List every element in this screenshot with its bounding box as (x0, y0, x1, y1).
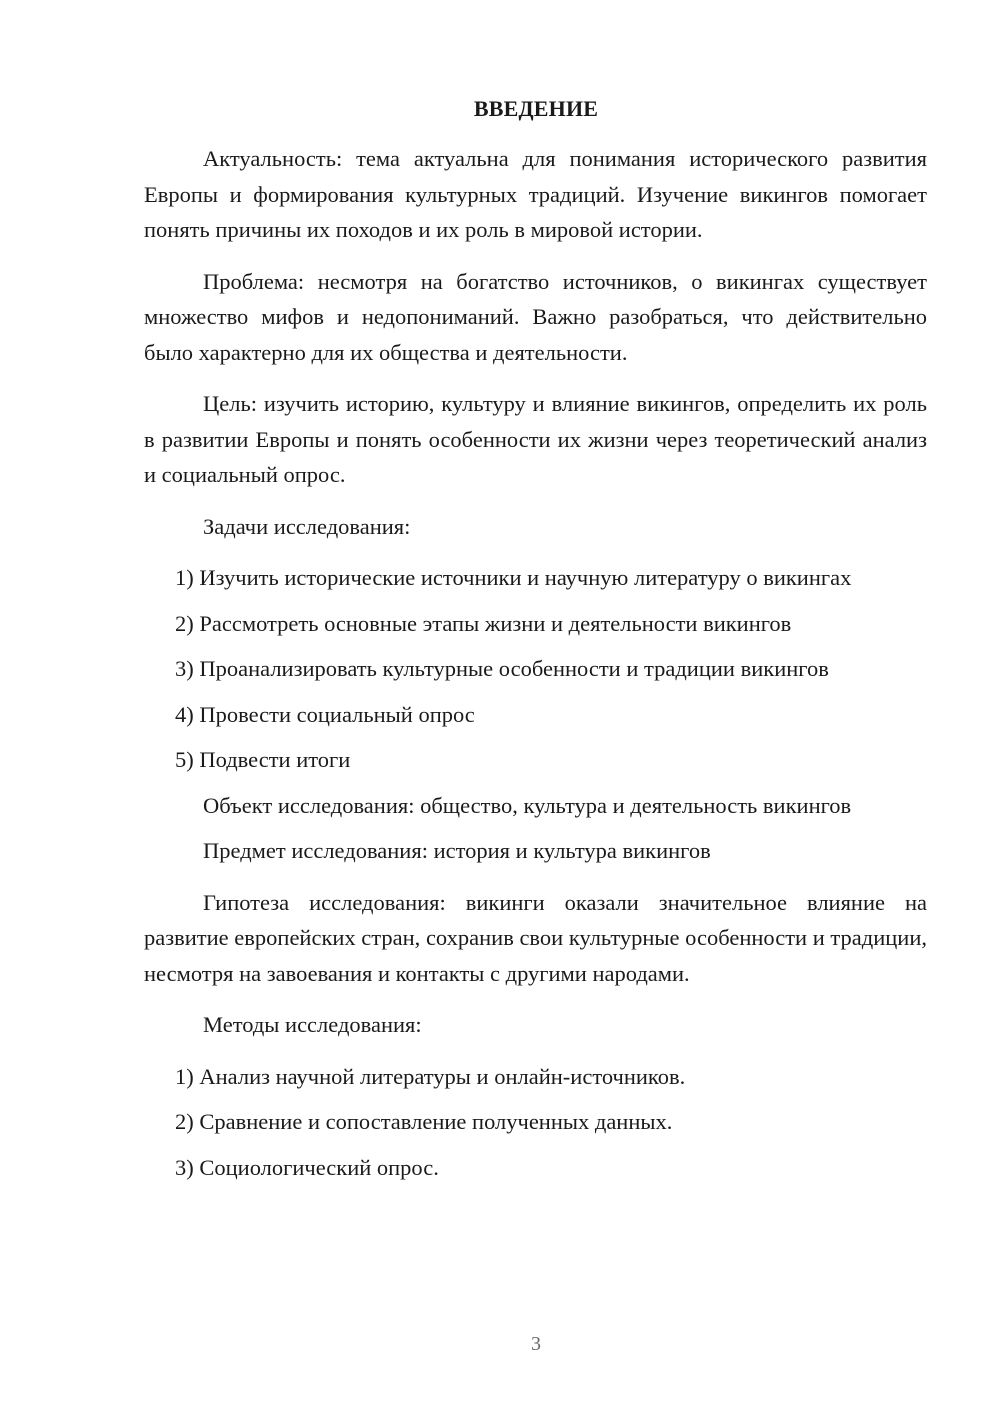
task-item: 4) Провести социальный опрос (175, 701, 475, 727)
hypothesis-paragraph: Гипотеза исследования: викинги оказали значительное влияние на развитие европейских стран, сохранив свои культурные особенности и традиции, несмотря на завоевания и контакты с другими народами. (144, 889, 927, 986)
method-item: 2) Сравнение и сопоставление полученных данных. (175, 1109, 673, 1134)
document-body (144, 141, 927, 1195)
goal-paragraph: Цель: изучить историю, культуру и влияние викингов, определить их роль в развитии Европы и понять особенности их жизни через теоретический анализ и социальный опрос. (144, 391, 927, 487)
task-item: 2) Рассмотреть основные этапы жизни и деятельности викингов (175, 610, 792, 636)
method-item: 3) Социологический опрос. (175, 1154, 439, 1180)
page-number: 3 (531, 1333, 541, 1355)
task-item: 1) Изучить исторические источники и научную литературу о викингах (175, 565, 852, 590)
task-item: 5) Подвести итоги (175, 747, 351, 772)
relevance-paragraph: Актуальность: тема актуальна для понимания исторического развития Европы и формирования культурных традиций. Изучение викингов помогает понять причины их походов и их роль в мировой истории. (144, 146, 927, 242)
page-title: ВВЕДЕНИЕ (473, 96, 599, 121)
problem-paragraph: Проблема: несмотря на богатство источников, о викингах существует множество мифов и недопониманий. Важно разобраться, что действительно было характерно для их общества и деятельности. (144, 268, 927, 365)
method-item: 1) Анализ научной литературы и онлайн-источников. (175, 1063, 686, 1089)
methods-heading: Методы исследования: (203, 1012, 422, 1037)
subject-paragraph: Предмет исследования: история и культура викингов (203, 838, 711, 863)
object-paragraph: Объект исследования: общество, культура и деятельность викингов (203, 792, 852, 818)
tasks-heading: Задачи исследования: (203, 513, 411, 539)
task-item: 3) Проанализировать культурные особенности и традиции викингов (175, 656, 829, 681)
